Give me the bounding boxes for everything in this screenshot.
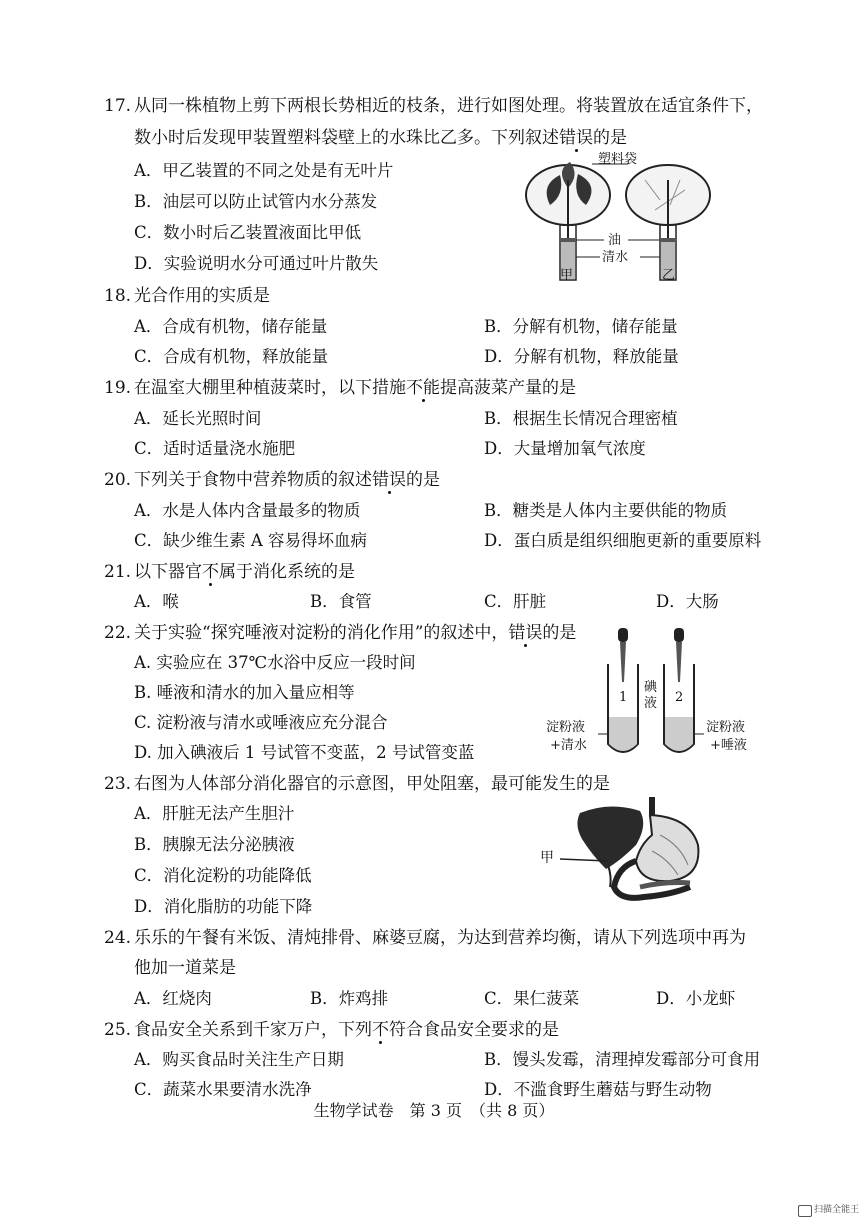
option-22-b: B. 唾液和清水的加入量应相等	[134, 683, 355, 702]
emphasis-text: 不能	[406, 378, 440, 398]
question-24-stem: 24. 乐乐的午餐有米饭、清炖排骨、麻婆豆腐，为达到营养均衡，请从下列选项中再为	[104, 928, 746, 948]
option-20-b: B．糖类是人体内主要供能的物质	[484, 501, 728, 520]
option-18-d: D．分解有机物，释放能量	[484, 347, 679, 366]
label-iodine-2: 液	[644, 696, 658, 711]
emphasis-text: 错误	[559, 128, 593, 148]
option-23-c: C．消化淀粉的功能降低	[134, 866, 312, 885]
question-18-stem: 18. 光合作用的实质是	[104, 286, 270, 306]
option-25-b: B．馒头发霉，清理掉发霉部分可食用	[484, 1050, 761, 1069]
option-19-d: D．大量增加氧气浓度	[484, 439, 646, 458]
option-24-a: A．红烧肉	[134, 989, 212, 1008]
label-tube-2: 2	[675, 690, 684, 705]
option-25-d: D．不滥食野生蘑菇与野生动物	[484, 1080, 712, 1099]
option-25-c: C．蔬菜水果要清水洗净	[134, 1080, 312, 1099]
emphasis-text: 错误	[372, 470, 406, 490]
scanner-logo-icon	[798, 1205, 812, 1217]
option-24-b: B．炸鸡排	[310, 989, 389, 1008]
digestive-organs-illustration	[540, 795, 710, 905]
option-22-d: D. 加入碘液后 1 号试管不变蓝，2 号试管变蓝	[134, 743, 475, 762]
option-17-b: B．油层可以防止试管内水分蒸发	[134, 192, 378, 211]
label-water: 清水	[602, 250, 629, 265]
option-23-b: B．胰腺无法分泌胰液	[134, 835, 295, 854]
question-20-stem: 20. 下列关于食物中营养物质的叙述错误的是	[104, 470, 440, 490]
label-jia: 甲	[560, 268, 574, 283]
option-21-b: B．食管	[310, 592, 372, 611]
option-19-c: C．适时适量浇水施肥	[134, 439, 296, 458]
question-24-stem-cont: 他加一道菜是	[134, 958, 236, 978]
emphasis-text: 不	[202, 562, 219, 582]
option-17-d: D．实验说明水分可通过叶片散失	[134, 254, 379, 273]
option-17-c: C．数小时后乙装置液面比甲低	[134, 223, 362, 242]
question-17-stem: 17. 从同一株植物上剪下两根长势相近的枝条，进行如图处理。将装置放在适宜条件下，	[104, 96, 763, 116]
label-right-line-2: +唾液	[710, 738, 747, 753]
option-21-d: D．大肠	[656, 592, 719, 611]
label-left-line-2: +清水	[550, 738, 587, 753]
option-25-a: A．购买食品时关注生产日期	[134, 1050, 344, 1069]
question-25-stem: 25. 食品安全关系到千家万户，下列不符合食品安全要求的是	[104, 1020, 559, 1040]
option-18-a: A．合成有机物，储存能量	[134, 317, 328, 336]
option-18-c: C．合成有机物，释放能量	[134, 347, 329, 366]
option-21-a: A．喉	[134, 592, 179, 611]
option-20-a: A．水是人体内含量最多的物质	[134, 501, 361, 520]
question-17-stem-cont: 数小时后发现甲装置塑料袋壁上的水珠比乙多。下列叙述错误的是	[134, 128, 627, 148]
digestive-organs-figure	[540, 795, 710, 905]
emphasis-text: 错误	[508, 623, 543, 643]
question-22-stem: 22. 关于实验“探究唾液对淀粉的消化作用”的叙述中，错误的是	[104, 623, 577, 643]
label-right-line-1: 淀粉液	[706, 720, 746, 735]
transpiration-figure	[520, 150, 720, 285]
option-19-b: B．根据生长情况合理密植	[484, 409, 678, 428]
option-20-c: C．缺少维生素 A 容易得坏血病	[134, 531, 368, 550]
scanner-watermark	[798, 1203, 862, 1219]
label-iodine-1: 碘	[644, 680, 658, 695]
label-plastic-bag: 塑料袋	[598, 152, 638, 167]
option-19-a: A．延长光照时间	[134, 409, 262, 428]
question-23-stem: 23. 右图为人体部分消化器官的示意图，甲处阻塞，最可能发生的是	[104, 774, 610, 794]
watermark-text: 扫描全能王	[814, 1205, 860, 1215]
option-18-b: B．分解有机物，储存能量	[484, 317, 678, 336]
question-21-stem: 21. 以下器官不属于消化系统的是	[104, 562, 355, 582]
option-24-c: C．果仁菠菜	[484, 989, 580, 1008]
option-17-a: A．甲乙装置的不同之处是有无叶片	[134, 161, 394, 180]
page-footer: 生物学试卷 第 3 页 （共 8 页）	[313, 1101, 555, 1120]
label-oil: 油	[608, 233, 622, 248]
option-22-c: C. 淀粉液与清水或唾液应充分混合	[134, 713, 388, 732]
test-tube-figure	[546, 622, 786, 762]
option-23-a: A．肝脏无法产生胆汁	[134, 804, 295, 823]
label-tube-1: 1	[619, 690, 628, 705]
option-22-a: A. 实验应在 37℃水浴中反应一段时间	[134, 653, 416, 672]
option-24-d: D．小龙虾	[656, 989, 736, 1008]
emphasis-text: 不	[372, 1020, 389, 1040]
option-21-c: C．肝脏	[484, 592, 547, 611]
question-19-stem: 19. 在温室大棚里种植菠菜时，以下措施不能提高菠菜产量的是	[104, 378, 576, 398]
label-jia-pointer: 甲	[540, 850, 554, 866]
label-left-line-1: 淀粉液	[546, 720, 586, 735]
option-23-d: D．消化脂肪的功能下降	[134, 897, 313, 916]
option-20-d: D．蛋白质是组织细胞更新的重要原料	[484, 531, 762, 550]
label-yi: 乙	[662, 268, 676, 283]
